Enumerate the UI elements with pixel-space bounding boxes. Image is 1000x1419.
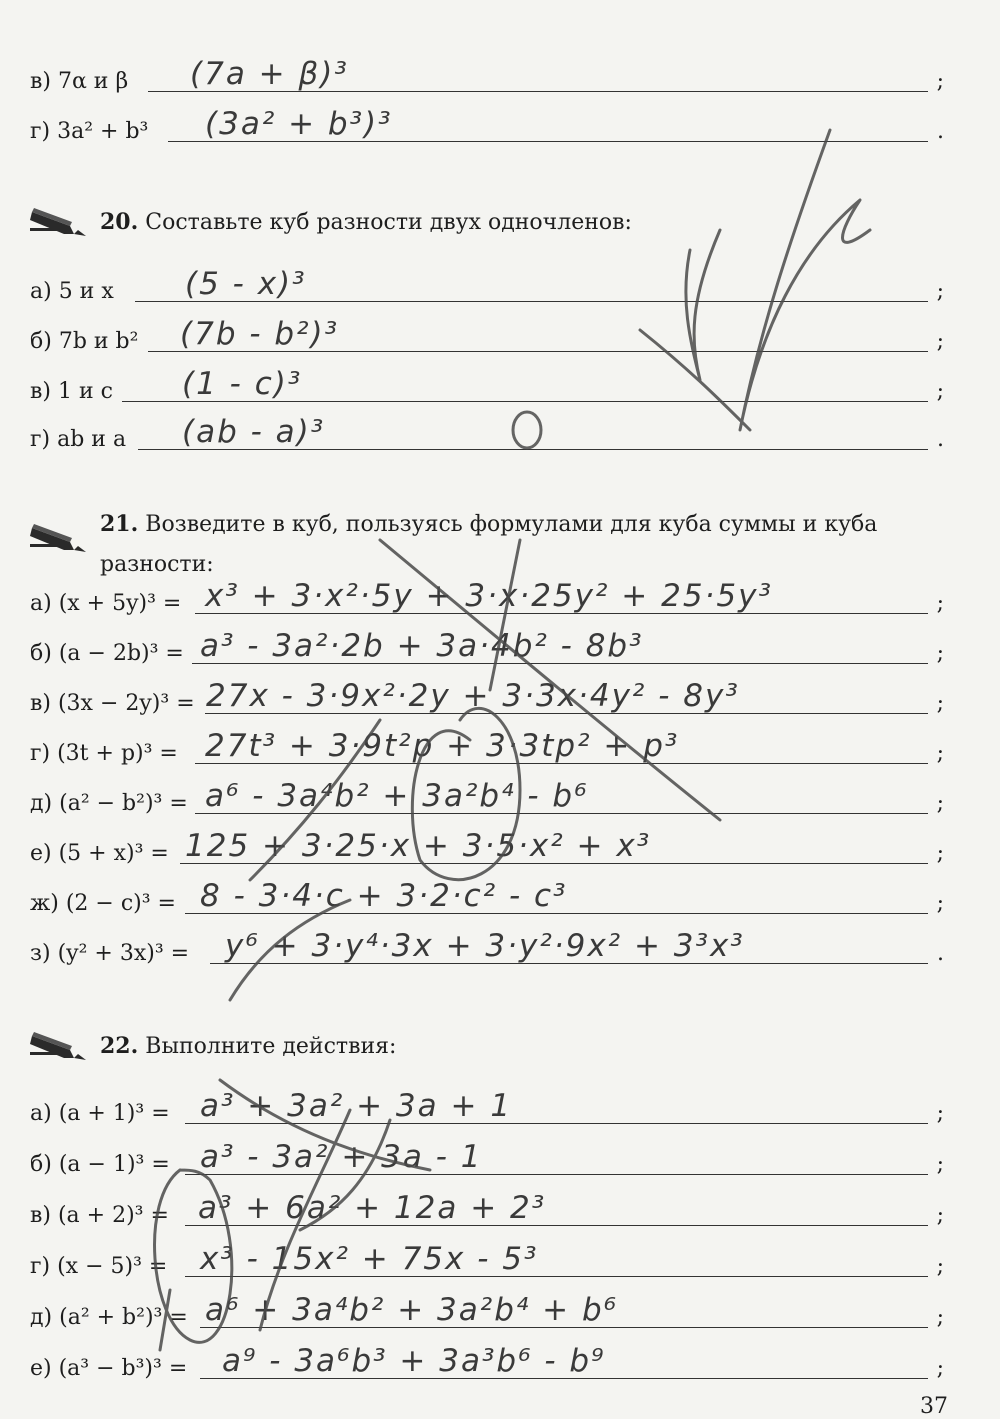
exercise-label: г) (x − 5)³ =	[30, 1254, 168, 1279]
exercise-row	[0, 572, 1000, 622]
handwritten-answer: a³ - 3a²·2b + 3a·4b² - 8b³	[200, 628, 644, 664]
handwritten-answer: (7a + β)³	[190, 56, 349, 92]
task-text: Возведите в куб, пользуясь формулами для куба суммы и куба	[145, 512, 878, 537]
task-number: 21.	[100, 511, 139, 537]
row-end-mark: ;	[936, 1203, 944, 1228]
row-end-mark: ;	[936, 379, 944, 404]
exercise-row	[0, 50, 1000, 100]
exercise-row	[0, 260, 1000, 310]
exercise-label: з) (y² + 3x)³ =	[30, 941, 190, 966]
pencil-icon	[30, 198, 86, 238]
exercise-label: е) (a³ − b³)³ =	[30, 1356, 188, 1381]
exercise-row	[0, 672, 1000, 722]
exercise-row	[0, 1184, 1000, 1234]
handwritten-answer: y⁶ + 3·y⁴·3x + 3·y²·9x² + 3³x³	[225, 928, 745, 964]
row-end-mark: ;	[936, 791, 944, 816]
row-end-mark: ;	[936, 69, 944, 94]
handwritten-answer: 27t³ + 3·9t²p + 3·3tp² + p³	[205, 728, 680, 764]
handwritten-answer: a⁶ + 3a⁴b² + 3a²b⁴ + b⁶	[205, 1292, 619, 1328]
row-end-mark: .	[937, 119, 944, 144]
exercise-row	[0, 772, 1000, 822]
row-end-mark: ;	[936, 691, 944, 716]
exercise-row	[0, 100, 1000, 150]
handwritten-answer: (ab - a)³	[182, 414, 326, 450]
task-text: разности:	[100, 552, 214, 577]
exercise-label: в) 1 и c	[30, 379, 113, 404]
handwritten-answer: a³ - 3a² + 3a - 1	[200, 1139, 483, 1175]
pencil-icon	[30, 1022, 86, 1062]
row-end-mark: .	[937, 427, 944, 452]
task-heading	[30, 500, 960, 580]
handwritten-answer: a⁹ - 3a⁶b³ + 3a³b⁶ - b⁹	[222, 1343, 606, 1379]
handwritten-answer: a³ + 3a² + 3a + 1	[200, 1088, 513, 1124]
exercise-label: г) 3a² + b³	[30, 119, 149, 144]
handwritten-answer: a³ + 6a² + 12a + 2³	[198, 1190, 547, 1226]
exercise-label: б) (a − 2b)³ =	[30, 641, 184, 666]
handwritten-answer: (3a² + b³)³	[205, 106, 393, 142]
exercise-row	[0, 1082, 1000, 1132]
handwritten-answer: 27x - 3·9x²·2y + 3·3x·4y² - 8y³	[206, 678, 740, 714]
exercise-label: а) 5 и x	[30, 279, 114, 304]
task-instruction	[100, 1026, 396, 1067]
exercise-label: а) (a + 1)³ =	[30, 1101, 170, 1126]
exercise-label: д) (a² − b²)³ =	[30, 791, 188, 816]
exercise-label: г) (3t + p)³ =	[30, 741, 178, 766]
exercise-row	[0, 408, 1000, 458]
exercise-label: в) (3x − 2y)³ =	[30, 691, 195, 716]
exercise-label: в) 7α и β	[30, 69, 129, 94]
exercise-label: б) 7b и b²	[30, 329, 139, 354]
handwritten-answer: x³ + 3·x²·5y + 3·x·25y² + 25·5y³	[205, 578, 773, 614]
exercise-row	[0, 722, 1000, 772]
task-text: Выполните действия:	[145, 1034, 397, 1059]
handwritten-answer: 125 + 3·25·x + 3·5·x² + x³	[185, 828, 652, 864]
row-end-mark: ;	[936, 641, 944, 666]
exercise-row	[0, 822, 1000, 872]
exercise-label: б) (a − 1)³ =	[30, 1152, 170, 1177]
task-text: Составьте куб разности двух одночленов:	[145, 210, 632, 235]
row-end-mark: ;	[936, 891, 944, 916]
task-number: 22.	[100, 1033, 139, 1059]
exercise-row	[0, 872, 1000, 922]
page-number: 37	[920, 1394, 948, 1419]
handwritten-answer: (5 - x)³	[185, 266, 307, 302]
row-end-mark: ;	[936, 1152, 944, 1177]
exercise-row	[0, 922, 1000, 972]
exercise-label: е) (5 + x)³ =	[30, 841, 169, 866]
task-number: 20.	[100, 209, 139, 235]
row-end-mark: ;	[936, 591, 944, 616]
exercise-label: в) (a + 2)³ =	[30, 1203, 169, 1228]
exercise-row	[0, 1235, 1000, 1285]
exercise-label: г) ab и a	[30, 427, 127, 452]
row-end-mark: ;	[936, 841, 944, 866]
row-end-mark: .	[937, 941, 944, 966]
handwritten-answer: (1 - c)³	[182, 366, 303, 402]
exercise-row	[0, 310, 1000, 360]
exercise-label: д) (a² + b²)³ =	[30, 1305, 188, 1330]
exercise-row	[0, 1133, 1000, 1183]
exercise-row	[0, 1286, 1000, 1336]
handwritten-answer: x³ - 15x² + 75x - 5³	[200, 1241, 539, 1277]
task-instruction	[100, 202, 632, 243]
pencil-icon	[30, 514, 86, 554]
row-end-mark: ;	[936, 279, 944, 304]
exercise-label: а) (x + 5y)³ =	[30, 591, 182, 616]
row-end-mark: ;	[936, 741, 944, 766]
handwritten-answer: (7b - b²)³	[180, 316, 340, 352]
row-end-mark: ;	[936, 1305, 944, 1330]
exercise-row	[0, 622, 1000, 672]
exercise-row	[0, 360, 1000, 410]
row-end-mark: ;	[936, 1101, 944, 1126]
row-end-mark: ;	[936, 1254, 944, 1279]
exercise-label: ж) (2 − c)³ =	[30, 891, 176, 916]
row-end-mark: ;	[936, 329, 944, 354]
exercise-row	[0, 1337, 1000, 1387]
handwritten-answer: 8 - 3·4·c + 3·2·c² - c³	[200, 878, 568, 914]
row-end-mark: ;	[936, 1356, 944, 1381]
handwritten-answer: a⁶ - 3a⁴b² + 3a²b⁴ - b⁶	[205, 778, 589, 814]
